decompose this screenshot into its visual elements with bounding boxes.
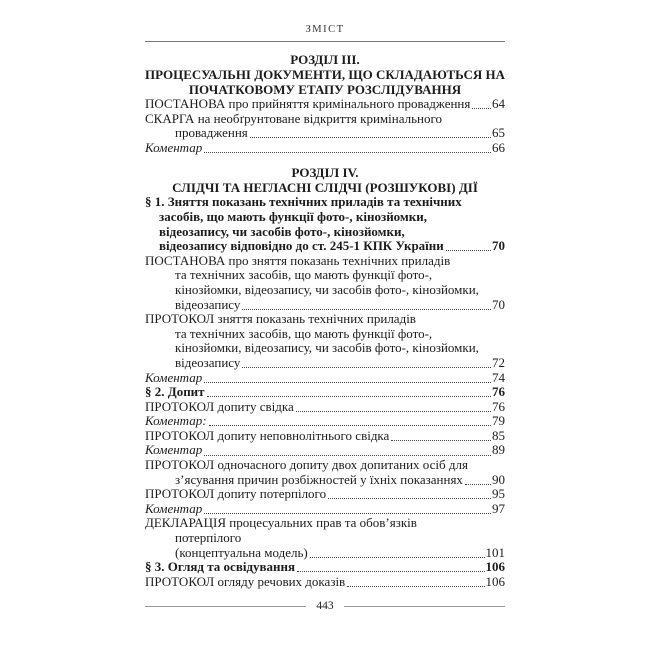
toc-entry-text: Коментар <box>145 139 203 155</box>
toc-entry-text: відеозапису <box>175 296 241 312</box>
toc-entry-text: відеозапису <box>175 354 241 370</box>
toc-entry-text: § 1. Зняття показань технічних приладів та технічних <box>145 194 462 210</box>
toc-row <box>145 126 505 141</box>
toc-row <box>145 210 505 225</box>
dot-leader <box>202 443 492 458</box>
toc-page-number: 76 <box>492 398 505 414</box>
toc-entry-text: провадження <box>175 125 248 141</box>
toc-row <box>145 516 505 531</box>
toc-entry-text: § 3. Огляд та освідування <box>145 559 296 575</box>
toc-entry-text: Коментар: <box>145 413 207 429</box>
toc-page-number: 64 <box>492 96 505 111</box>
toc-entry-text: § 2. Допит <box>145 384 205 400</box>
dot-leader <box>248 126 492 141</box>
section-title-line: ПРОЦЕСУАЛЬНІ ДОКУМЕНТИ, ЩО СКЛАДАЮТЬСЯ НА <box>145 67 505 82</box>
toc-row <box>145 268 505 283</box>
toc-row <box>145 429 505 444</box>
dot-leader <box>202 502 492 517</box>
toc-row <box>145 502 505 517</box>
section-title-line: СЛІДЧІ ТА НЕГЛАСНІ СЛІДЧІ (РОЗШУКОВІ) ДІЇ <box>172 180 478 196</box>
section-title-line: РОЗДІЛ ІІІ. <box>290 52 360 67</box>
toc-page-number: 106 <box>485 559 505 575</box>
dot-leader <box>295 560 485 575</box>
running-head: ЗМІСТ <box>305 24 345 35</box>
toc-page-number: 101 <box>485 544 505 560</box>
toc-page-number: 72 <box>492 354 505 370</box>
dot-leader <box>205 385 492 400</box>
toc-page-number: 90 <box>492 471 505 487</box>
toc-entry-text: засобів, що мають функції фото-, кінозйомки, <box>159 208 428 224</box>
toc-entry-text: ПОСТАНОВА про зняття показань технічних приладів <box>145 252 451 268</box>
toc-page-number: 97 <box>492 500 505 516</box>
header-rule <box>145 41 505 42</box>
toc-entry-text: та технічних засобів, що мають функції фото-, <box>175 267 433 283</box>
toc-row <box>145 371 505 386</box>
toc-row <box>145 487 505 502</box>
toc-entry-text: відеозапису відповідно до ст. 245-1 КПК України <box>159 238 444 254</box>
toc-page-number: 76 <box>492 384 505 400</box>
toc-page-number: 89 <box>492 442 505 458</box>
toc-entry-text: СКАРГА на необґрунтоване відкриття кримінального <box>145 110 442 126</box>
toc-row <box>145 414 505 429</box>
toc-row <box>145 112 505 127</box>
dot-leader <box>202 141 492 156</box>
toc-page-number: 74 <box>492 369 505 385</box>
toc-page-number: 79 <box>492 413 505 429</box>
toc-row <box>145 473 505 488</box>
toc-page-number: 70 <box>492 238 505 254</box>
dot-leader <box>240 356 492 371</box>
toc-row <box>145 443 505 458</box>
toc-page-number: 65 <box>492 125 505 141</box>
toc-entry-text: з’ясування причин розбіжностей у їхніх показаннях <box>175 471 463 487</box>
toc-entry-text: відеозапису, чи засобів фото-, кінозйомки, <box>159 223 405 239</box>
toc-row <box>145 141 505 156</box>
toc-page-number: 106 <box>485 573 505 589</box>
toc-row <box>145 531 505 546</box>
toc-entry-text: Коментар <box>145 500 203 516</box>
toc-row <box>145 546 505 561</box>
section-title <box>145 165 505 195</box>
dot-leader <box>202 371 492 386</box>
toc-row <box>145 254 505 269</box>
dot-leader <box>470 97 492 112</box>
toc-entry-text: Коментар <box>145 369 203 385</box>
toc-row <box>145 575 505 590</box>
toc-entry-text: (концептуальна модель) <box>175 544 308 560</box>
toc-entry-text: кінозйомки, відеозапису, чи засобів фото-, кінозйомки, <box>175 281 479 297</box>
dot-leader <box>240 298 492 313</box>
toc-row <box>145 458 505 473</box>
page-footer <box>145 600 505 612</box>
toc-row <box>145 312 505 327</box>
footer-rule-right <box>344 606 505 607</box>
toc-row <box>145 385 505 400</box>
toc-row <box>145 327 505 342</box>
toc-row <box>145 225 505 240</box>
toc-entry-text: ПРОТОКОЛ зняття показань технічних приладів <box>145 311 416 327</box>
toc-row <box>145 356 505 371</box>
dot-leader <box>207 414 492 429</box>
toc-entry-text: потерпілого <box>175 530 242 546</box>
toc-row <box>145 560 505 575</box>
section-title-line: ПОЧАТКОВОМУ ЕТАПУ РОЗСЛІДУВАННЯ <box>188 82 462 97</box>
footer-rule-left <box>145 606 306 607</box>
toc-page-number: 70 <box>492 296 505 312</box>
toc-entry-text: Коментар <box>145 442 203 458</box>
toc-entry-text: та технічних засобів, що мають функції фото-, <box>175 325 433 341</box>
dot-leader <box>389 429 492 444</box>
toc-row <box>145 298 505 313</box>
toc-row <box>145 341 505 356</box>
toc-entry-text: ПРОТОКОЛ допиту потерпілого <box>145 486 327 502</box>
toc-row <box>145 239 505 254</box>
toc-entry-text: ПРОТОКОЛ одночасного допиту двох допитаних осіб для <box>145 457 468 473</box>
toc-page-number: 85 <box>492 427 505 443</box>
toc-entry-text: ПРОТОКОЛ огляду речових доказів <box>145 573 346 589</box>
toc-entry-text: ДЕКЛАРАЦІЯ процесуальних прав та обов’язків <box>145 515 417 531</box>
toc-row <box>145 195 505 210</box>
dot-leader <box>444 239 492 254</box>
footer-page-number: 443 <box>316 600 334 612</box>
toc-page-number: 66 <box>492 139 505 155</box>
dot-leader <box>308 546 486 561</box>
toc-entry-text: кінозйомки, відеозапису, чи засобів фото-, кінозйомки, <box>175 340 479 356</box>
section-title <box>145 52 505 97</box>
toc-entry-text: ПОСТАНОВА про прийняття кримінального провадження <box>145 96 471 111</box>
toc-entry-text: ПРОТОКОЛ допиту неповнолітнього свідка <box>145 427 390 443</box>
toc-entry-text: ПРОТОКОЛ допиту свідка <box>145 398 294 414</box>
toc-body <box>145 52 505 589</box>
toc-page-number: 95 <box>492 486 505 502</box>
toc-row <box>145 400 505 415</box>
dot-leader <box>463 473 492 488</box>
toc-content <box>145 0 505 589</box>
dot-leader <box>326 487 492 502</box>
toc-row <box>145 283 505 298</box>
dot-leader <box>345 575 485 590</box>
dot-leader <box>294 400 492 415</box>
toc-row <box>145 97 505 112</box>
section-title-line: РОЗДІЛ IV. <box>291 165 359 181</box>
